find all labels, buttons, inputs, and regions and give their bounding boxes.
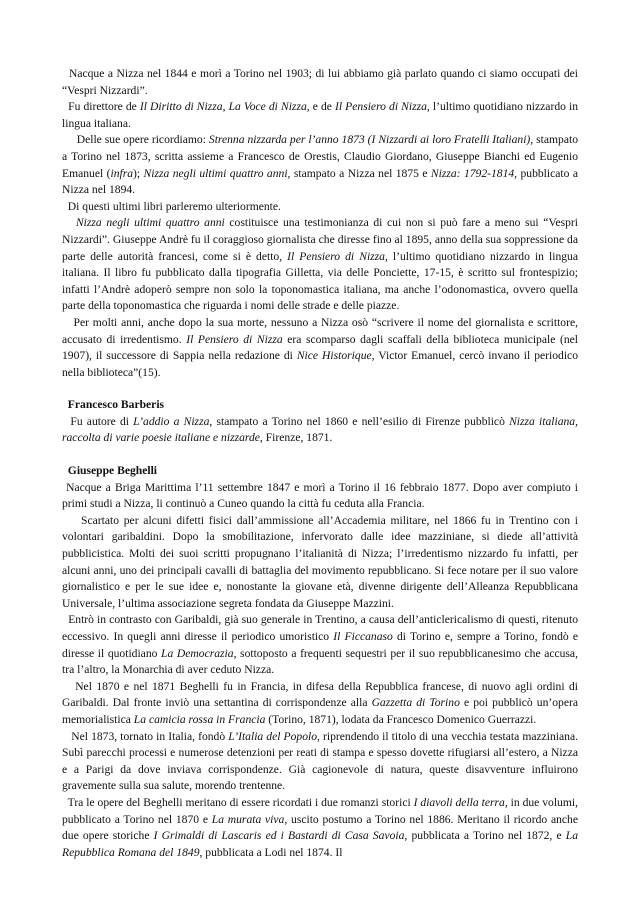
body-paragraph (62, 99, 578, 132)
italic-title-text: Nizza negli ultimi quattro anni (75, 216, 225, 230)
paragraph-text: , stampato a Torino nel 1873, scritta assieme a Francesco de Orestis, Claudio Giordano, Giuseppe Bianchi ed Eugenio Emanuel ( (62, 133, 578, 180)
paragraph-text: , e de (306, 100, 335, 114)
paragraph-text: , stampato a Torino nel 1860 e nell’esilio di Firenze pubblicò (209, 414, 510, 428)
paragraph-indent (62, 730, 71, 743)
italic-title-text: I Grimaldi di Lascaris ed i Bastardi di Casa Savoia (153, 829, 405, 843)
paragraph-text: di Torino e, sempre a Torino, fondò e diresse il quotidiano (62, 630, 578, 660)
body-paragraph (62, 199, 578, 216)
paragraph-text: Fu direttore de (68, 100, 140, 114)
paragraph-text: , in due volumi, pubblicato a Torino nel 1870 e (62, 795, 578, 826)
body-paragraph (62, 414, 578, 447)
section-heading: Giuseppe Beghelli (62, 464, 158, 478)
paragraph-text: pubblicato a Nizza nel 1894. (62, 166, 578, 197)
paragraph-text: , l’ultimo quotidiano nizzardo in lingua italiana. Il libro fu pubblicato dalla tipografia Gilletta, via delle Ponciette, 17-15, è scritto sul frontespizio; infatti l’Andrè adoperò sempre non solo la toponomastica italiana, ma anche l’odonomastica, ovvero quella parte della toponomastica che riguarda i nomi delle strade e delle piazze. (62, 249, 578, 313)
paragraph-text: , riprendendo il titolo di una vecchia testata mazziniana. Subì parecchi processi e numerose detenzioni per reati di stampa e spesso dovette rifugiarsi all’estero, a Nizza e a Parigi da dove inviava corrispondenze. Già cagionevole di natura, queste disavventure influirono gravemente sulla sua salute, morendo trentenne. (62, 729, 578, 793)
paragraph-text: Entrò in contrasto con Garibaldi, già suo generale in Trentino, a causa dell’anticlericalismo di questi, ritenuto eccessivo. In quegli anni diresse il periodico umoristico (62, 613, 578, 643)
body-paragraph (62, 132, 578, 198)
paragraph-indent (62, 67, 69, 80)
italic-title-text: I diavoli della terra (413, 795, 505, 809)
paragraph-text: stampato a Nizza nel 1875 e (290, 166, 431, 180)
paragraph-text: costituisce una testimonianza di cui non si può fare a meno sui “Vespri Nizzardi”. Giuseppe Andrè fu il coraggioso giornalista che diresse fino al 1895, anno della sua soppressione da parte delle autorità francesi, come si è detto, (62, 216, 578, 263)
body-paragraph (62, 215, 578, 315)
body-paragraph (62, 729, 578, 795)
italic-title-text: La Democrazia (161, 646, 234, 660)
paragraph-text: , Victor Emanuel, cercò invano il periodico nella biblioteca”(15). (62, 349, 578, 379)
paragraph-indent (62, 514, 81, 527)
italic-title-text: Nizza: 1792-1814, (430, 166, 518, 180)
italic-title-text: Il Ficcanaso (333, 630, 393, 643)
italic-title-text: La Repubblica Romana del 1849 (62, 829, 578, 859)
paragraph-text: Nel 1873, tornato in Italia, fondò (71, 729, 229, 743)
paragraph-text: (Torino, 1871), lodata da Francesco Domenico Guerrazzi. (265, 712, 537, 726)
paragraph-text: Fu autore di (70, 414, 134, 428)
italic-title-text: La camicia rossa in Francia (133, 712, 266, 726)
paragraph-spacer (62, 447, 578, 463)
paragraph-text: era scomparso dagli scaffali della biblioteca municipale (nel 1907), il successore di Sappia nella redazione di (62, 332, 578, 363)
italic-title-text: Il Diritto di Nizza (139, 100, 223, 114)
italic-title-text: Nizza negli ultimi quattro anni, (143, 166, 291, 180)
body-paragraph (62, 679, 578, 729)
italic-title-text: Il Pensiero di Nizza (186, 332, 283, 346)
italic-title-text: L’addio a Nizza (133, 414, 210, 428)
italic-title-text: Strenna nizzarda per l’anno 1873 (I Nizzardi ai loro Fratelli Italiani) (208, 133, 531, 147)
italic-title-text: Gazzetta di Torino (371, 696, 460, 710)
body-paragraph (62, 513, 578, 613)
paragraph-indent (62, 216, 76, 229)
paragraph-text: , l’ultimo quotidiano nizzardo in lingua italiana. (62, 100, 579, 130)
paragraph-text: Nacque a Nizza nel 1844 e morì a Torino nel 1903; di lui abbiamo già parlato quando ci siamo occupati dei “Vespri Nizzardi”. (62, 67, 578, 97)
paragraph-text: Di questi ultimi libri parleremo ulteriormente. (67, 199, 281, 213)
paragraph-indent (62, 680, 75, 693)
paragraph-text: , pubblicata a Torino nel 1872, e (404, 829, 566, 843)
paragraph-text: Delle sue opere ricordiamo: (76, 133, 209, 147)
italic-title-text: La murata viva (211, 812, 285, 826)
body-paragraph (62, 612, 578, 678)
paragraph-text: , pubblicata a Lodi nel 1874. Il (199, 845, 343, 859)
italic-title-text: infra (110, 166, 134, 180)
paragraph-text: Nacque a Briga Marittima l’11 settembre 1847 e morì a Torino il 16 febbraio 1877. Dopo aver compiuto i primi studi a Nizza, li continuò a Cuneo quando la città fu ceduta alla Francia. (62, 480, 578, 511)
italic-title-text: Il Pensiero di Nizza (335, 100, 427, 114)
paragraph-text: Scartato per alcuni difetti fisici dall’ammissione all’Accademia militare, nel 1866 fu in Trentino con i volontari garibaldini. Dopo la smobilitazione, infervorato dalle idee mazziniane, si diede all’attività pubblicistica. Molti dei suoi scritti propugnano l’italianità di Nizza; l’irredentismo nizzardo fu infatti, per alcuni anni, uno dei principali cavalli di battaglia del movimento repubblicano. Si fece notare per il suo valore giornalistico e per le sue idee e, nonostante la giovane età, divenne dirigente dell’Alleanza Repubblicana Universale, l’ultima associazione segreta fondata da Giuseppe Mazzini. (62, 513, 579, 610)
italic-title-text: L’Italia del Popolo (228, 729, 318, 743)
paragraph-text: Nel 1870 e nel 1871 Beghelli fu in Francia, in difesa della Repubblica francese, di nuovo agli ordini di Garibaldi. Dal fronte inviò una settantina di corrispondenze alla (62, 679, 578, 710)
paragraph-text: Tra le opere del Beghelli meritano di essere ricordati i due romanzi storici (67, 795, 414, 809)
italic-title-text: Nice Historique (296, 349, 372, 363)
body-paragraph (62, 66, 578, 99)
paragraph-spacer (62, 381, 578, 397)
paragraph-text: , Firenze, 1871. (259, 431, 333, 445)
body-paragraph (62, 315, 578, 381)
paragraph-text: ); (133, 166, 144, 180)
paragraph-text: e poi pubblicò un’opera memorialistica (62, 696, 579, 726)
paragraph-text: , sottoposto a frequenti sequestri per il suo repubblicanesimo che accusa, tra l’altro, la Monarchia di aver ceduto Nizza. (62, 646, 578, 677)
body-paragraph (62, 480, 578, 513)
italic-title-text: Nizza italiana, raccolta di varie poesie italiane e nizzarde (62, 414, 578, 445)
italic-title-text: Il Pensiero di Nizza (287, 249, 385, 263)
paragraph-indent (62, 316, 74, 329)
paragraph-text: , uscito postumo a Torino nel 1886. Meritano il ricordo anche due opere storiche (62, 812, 578, 843)
document-page (62, 66, 578, 861)
body-paragraph (62, 795, 578, 861)
italic-title-text: La Voce di Nizza (228, 100, 307, 114)
paragraph-text: Per molti anni, anche dopo la sua morte, nessuno a Nizza osò “scrivere il nome del giornalista e scrittore, accusato di irredentismo. (62, 315, 578, 346)
paragraph-text: , (222, 100, 229, 114)
paragraph-indent (62, 133, 77, 146)
section-heading: Francesco Barberis (62, 398, 165, 412)
